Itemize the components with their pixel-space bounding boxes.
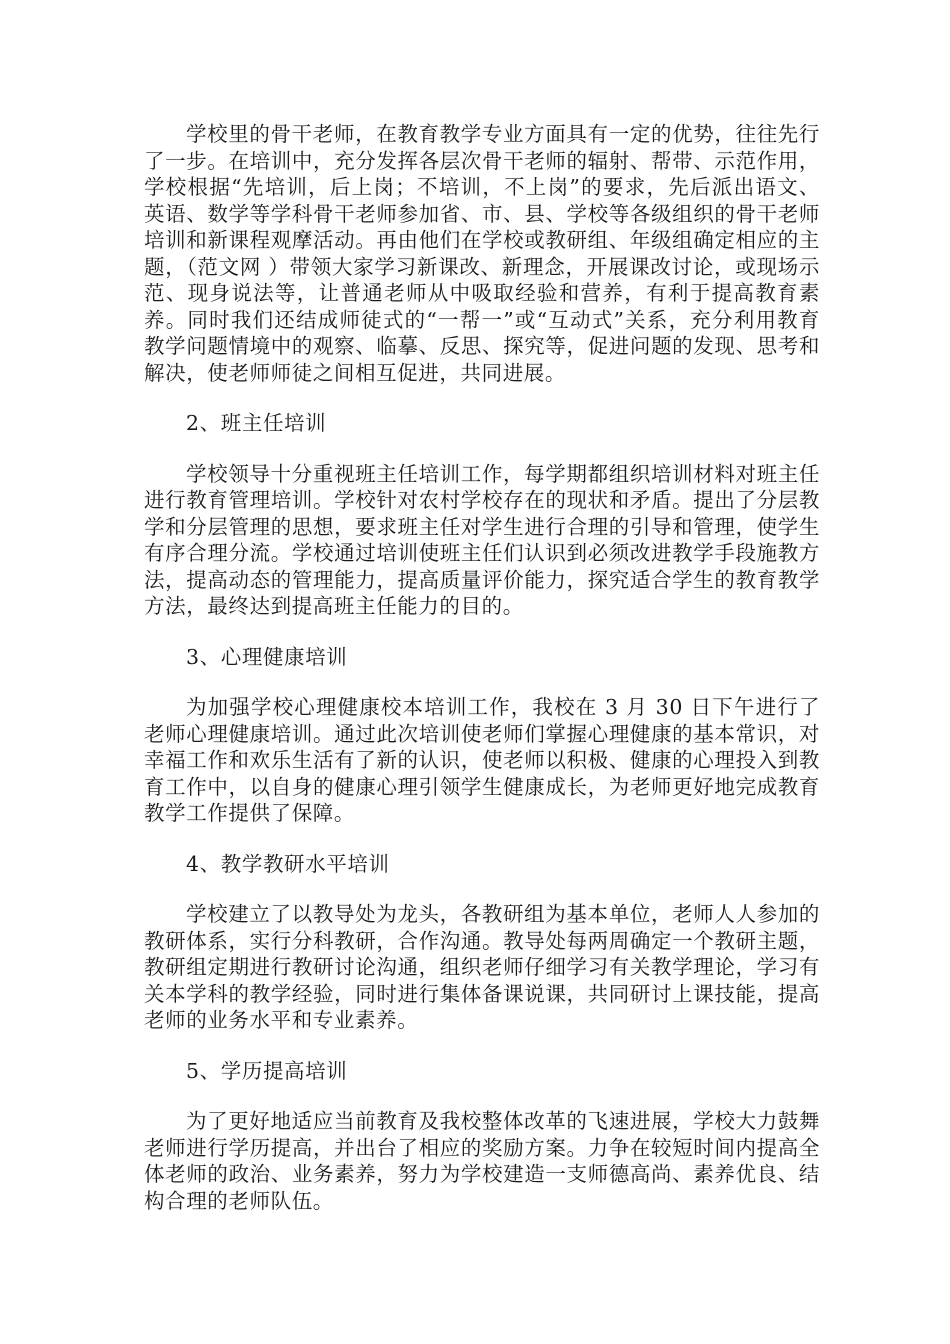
paragraph-backbone-teachers: 学校里的骨干老师，在教育教学专业方面具有一定的优势，往往先行了一步。在培训中，充分发挥各层次骨干老师的辐射、帮带、示范作用，学校根据“先培训，后上岗；不培训，不上岗”的要求，先后派出语文、英语、数学等学科骨干老师参加省、市、县、学校等各级组织的骨干老师培训和新课程观摩活动。再由他们在学校或教研组、年级组确定相应的主题，（范文网 ）带领大家学习新课改、新理念，开展课改讨论，或现场示范、现身说法等，让普通老师从中吸取经验和营养，有利于提高教育素养。同时我们还结成师徒式的“一帮一”或“互动式”关系，充分利用教育教学问题情境中的观察、临摹、反思、探究等，促进问题的发现、思考和解决，使老师师徒之间相互促进，共同进展。 [144,122,820,385]
heading-mental-health-training: 3、心理健康培训 [186,644,348,669]
heading-class-teacher-training: 2、班主任培训 [186,411,327,435]
paragraph-class-teacher-training: 学校领导十分重视班主任培训工作，每学期都组织培训材料对班主任进行教育管理培训。学校针对农村学校存在的现状和矛盾。提出了分层教学和分层管理的思想，要求班主任对学生进行合理的引导和管理，使学生有序合理分流。学校通过培训使班主任们认识到必须改进教学手段施教方法，提高动态的管理能力，提高质量评价能力，探究适合学生的教育教学方法，最终达到提高班主任能力的目的。 [144,461,820,618]
heading-teaching-research-training: 4、教学教研水平培训 [186,851,390,876]
paragraph-mental-health-training: 为加强学校心理健康校本培训工作，我校在 3 月 30 日下午进行了老师心理健康培训。通过此次培训使老师们掌握心理健康的基本常识，对幸福工作和欢乐生活有了新的认识，使老师以积极、健康的心理投入到教育工作中，以自身的健康心理引领学生健康成长，为老师更好地完成教育教学工作提供了保障。 [144,695,820,825]
paragraph-degree-improvement-training: 为了更好地适应当前教育及我校整体改革的飞速进展，学校大力鼓舞老师进行学历提高，并出台了相应的奖励方案。力争在较短时间内提高全体老师的政治、业务素养，努力为学校建造一支师德高尚、素养优良、结构合理的老师队伍。 [144,1109,820,1213]
paragraph-teaching-research-training: 学校建立了以教导处为龙头，各教研组为基本单位，老师人人参加的教研体系，实行分科教研，合作沟通。教导处每两周确定一个教研主题，教研组定期进行教研讨论沟通，组织老师仔细学习有关教学理论，学习有关本学科的教学经验，同时进行集体备课说课，共同研讨上课技能，提高老师的业务水平和专业素养。 [144,902,820,1032]
heading-degree-improvement-training: 5、学历提高培训 [186,1058,348,1083]
document-body [144,121,820,1214]
